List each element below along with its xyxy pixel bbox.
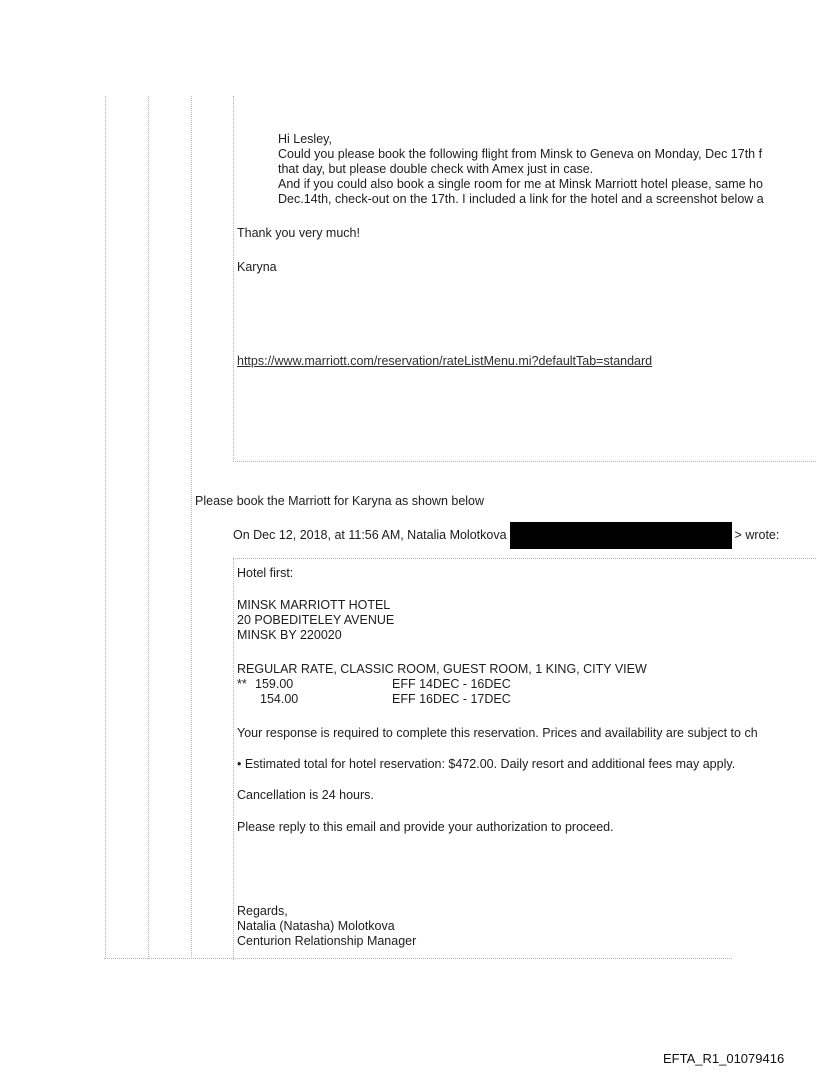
request-line-flight: Could you please book the following flight from Minsk to Geneva on Monday, Dec 17th f	[278, 147, 763, 161]
request-line-dates: Dec.14th, check-out on the 17th. I included a link for the hotel and a screenshot below a	[278, 192, 764, 206]
quote-level-bar-3	[191, 96, 192, 959]
rate-amount: 154.00	[260, 692, 299, 706]
quote-attribution-line	[233, 522, 779, 549]
request-line-hotel: And if you could also book a single room for me at Minsk Marriott hotel please, same ho	[278, 177, 763, 191]
quote-attribution-suffix: > wrote:	[734, 528, 780, 542]
hotel-street: 20 POBEDITELEY AVENUE	[237, 613, 395, 627]
rate-heading: REGULAR RATE, CLASSIC ROOM, GUEST ROOM, 1 KING, CITY VIEW	[237, 662, 647, 676]
marriott-reservation-link[interactable]: https://www.marriott.com/reservation/rateListMenu.mi?defaultTab=standard	[237, 354, 653, 368]
cancellation-note: Cancellation is 24 hours.	[237, 788, 374, 802]
request-paragraph	[278, 132, 764, 207]
bates-number: EFTA_R1_01079416	[663, 1051, 785, 1066]
hotel-name: MINSK MARRIOTT HOTEL	[237, 598, 391, 612]
signature-block	[237, 904, 416, 949]
rate-period: EFF 14DEC - 16DEC	[392, 677, 511, 691]
hotel-address-block	[237, 598, 394, 643]
rate-period: EFF 16DEC - 17DEC	[392, 692, 511, 706]
reply-authorization-request: Please reply to this email and provide your authorization to proceed.	[237, 820, 614, 834]
redaction-bar	[510, 522, 732, 549]
rate-row	[237, 692, 637, 707]
request-line-amex: that day, but please double check with Amex just in case.	[278, 162, 594, 176]
signature-name: Natalia (Natasha) Molotkova	[237, 919, 395, 933]
rate-marker: **	[237, 677, 247, 691]
quote-level-bar-2	[148, 96, 149, 959]
rate-amount: 159.00	[255, 677, 294, 691]
thanks-line: Thank you very much!	[237, 226, 360, 240]
quoted-area-bottom-rule	[104, 958, 732, 959]
forward-note: Please book the Marriott for Karyna as shown below	[195, 494, 485, 508]
quote-attribution-prefix: On Dec 12, 2018, at 11:56 AM, Natalia Molotkova	[233, 528, 507, 542]
rate-row	[237, 677, 637, 692]
quoted-request-message-box	[233, 96, 816, 462]
response-required-note: Your response is required to complete this reservation. Prices and availability are subject to ch	[237, 726, 758, 740]
signature-regards: Regards,	[237, 904, 288, 918]
hotel-city: MINSK BY 220020	[237, 628, 342, 642]
signature-title: Centurion Relationship Manager	[237, 934, 417, 948]
quote-level-bar-1	[105, 96, 106, 959]
reservation-details-message-box	[233, 558, 816, 960]
signoff-name: Karyna	[237, 260, 277, 274]
reservation-intro: Hotel first:	[237, 566, 294, 580]
estimated-total-bullet: • Estimated total for hotel reservation: $472.00. Daily resort and additional fees may apply.	[237, 757, 736, 771]
request-line-greeting: Hi Lesley,	[278, 132, 332, 146]
